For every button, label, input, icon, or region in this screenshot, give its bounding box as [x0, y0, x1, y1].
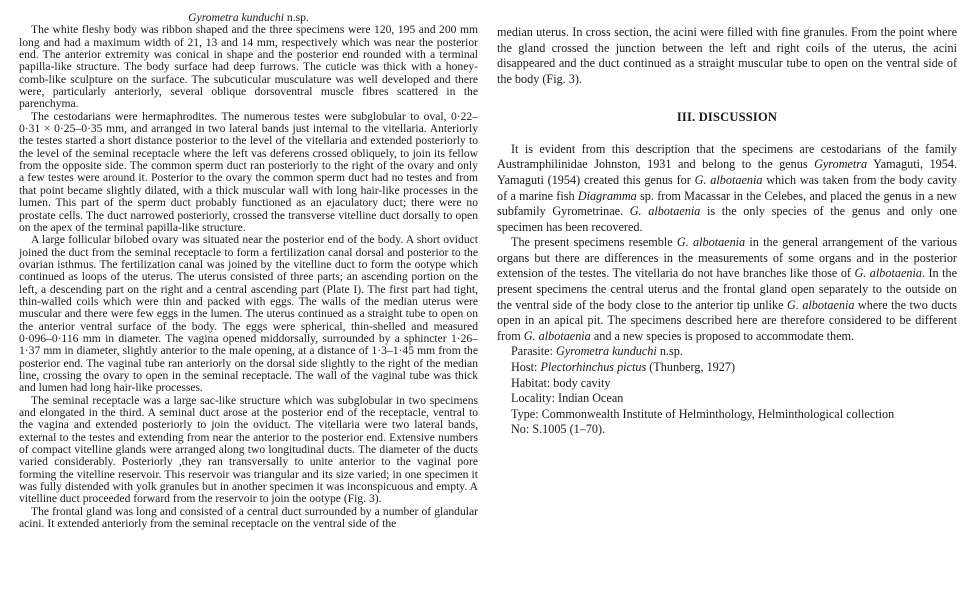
- text-run: which was taken from the body cavity of a marine fish: [497, 172, 957, 203]
- text-run: Yamaguti, 1954. Yamaguti (1954) created this genus for: [497, 157, 957, 187]
- parasite-value: Gyrometra kunduchi: [556, 344, 657, 359]
- description-paragraph-receptacle: The seminal receptacle was a large sac-like structure which was subglobular in two specimens and elongated in the third. A seminal duct arose at the posterior end of the receptacle, ventral to the vagina and extended posteriorly to join the oviduct. The vitellaria were two lateral bands, external to the testes and extending from near the anterior to the posterior end. Extensive numbers of compact vitelline glands were arranged along two longitudinal ducts. The diameter of the ducts varied considerably. Posteriorly ,they ran transversally to unite anterior to the vaginal pore forming the vitelline reservoir. This reservoir was triangular and its size varied; in one specimen it was fully distended with yolk granules but in another specimen it was inconspicuous and empty. A vitelline duct proceeded forward from the reservoir to join the ootype (Fig. 3).: [19, 393, 478, 506]
- taxonomy-locality: Locality: Indian Ocean: [511, 391, 624, 406]
- description-paragraph-ovary: A large follicular bilobed ovary was situated near the posterior end of the body. A short oviduct joined the duct from the seminal receptacle to form a fertilization canal dorsal and posterior to the ovarian isthmus. The fertilization canal was joined by the vitelline duct to form the ootype which continued as loops of the uterus. The uterus consisted of three parts; an ascending portion on the left, a descending part on the right and a central ascending part (Plate I). The first part had tight, thin-walled coils which were thin and packed with eggs. The walls of the median uterus were muscular and there were few eggs in the lumen. The uterus continued as a straight tube to open on the anterior ventral surface of the body. The eggs were spherical, thin-shelled and measured 0·096–0·116 mm in diameter. The vagina opened middorsally, surrounded by a sphincter 1·26–1·37 mm in diameter, slightly anterior to the male opening, at a distance of 1·3–1·45 mm from the posterior end. The vaginal tube ran anteriorly on the dorsal side slightly to the right of the median line, crossing the ovary to open in the seminal receptacle. The wall of the vaginal tube was thick and lumen had long hair-like processes.: [19, 233, 478, 395]
- parasite-label: Parasite:: [511, 344, 557, 359]
- species-suffix: n.sp.: [284, 11, 309, 24]
- text-run: and a new species is proposed to accommodate them.: [590, 328, 855, 343]
- taxonomy-type-number: No: S.1005 (1–70).: [511, 422, 606, 437]
- host-suffix: (Thunberg, 1927): [646, 360, 735, 375]
- taxonomy-type: Type: Commonwealth Institute of Helminthology, Helminthological collection: [511, 406, 895, 421]
- italic-genus: Gyrometra: [814, 157, 868, 172]
- section-heading-discussion: III. DISCUSSION: [676, 110, 778, 125]
- italic-species: G. albotaenia: [694, 172, 763, 187]
- text-run: in the general arrangement of the various organs but there are differences in the measurements of some organs and in the posterior extension of the testes. The vitellaria do not have branches like those of: [497, 235, 957, 281]
- text-run: . In the present specimens the central uterus and the frontal gland open separately to the outside on the ventral side of the body close to the anterior tip unlike: [497, 266, 957, 312]
- taxonomy-host: [497, 360, 957, 376]
- italic-species: G. albotaenia: [787, 297, 855, 312]
- italic-species: G. albotaenia: [854, 266, 922, 281]
- species-name: Gyrometra kunduchi: [188, 11, 285, 24]
- italic-species: G. albotaenia: [523, 328, 591, 343]
- description-paragraph-body: The white fleshy body was ribbon shaped and the three specimens were 120, 195 and 200 mm long and had a maximum width of 21, 13 and 14 mm, respectively which was near the posterior end. The anterior extremity was conical in shape and the posterior end rounded with a terminal papilla-like structure. The body surface had deep furrows. The cuticle was thick with a honey-comb-like sculpture on the surface. The subcuticular musculature was well developed and there were, particularly anteriorly, several oblique dorsoventral muscle fibres scattered in the parenchyma.: [19, 23, 478, 111]
- right-column: [497, 25, 957, 438]
- italic-species: G. albotaenia: [676, 235, 746, 250]
- continuation-paragraph: median uterus. In cross section, the acini were filled with fine granules. From the point where the gland crossed the junction between the left and right coils of the uterus, the acini disappeared and the duct continued as a straight muscular tube to open on the ventral side of the body (Fig. 3).: [497, 25, 957, 86]
- text-run: The present specimens resemble: [511, 235, 677, 250]
- taxonomy-habitat: Habitat: body cavity: [511, 375, 611, 390]
- italic-genus: Diagramma: [577, 188, 637, 203]
- taxonomy-parasite: [497, 344, 957, 360]
- parasite-suffix: n.sp.: [656, 344, 683, 359]
- italic-species: G. albotaenia: [629, 204, 701, 219]
- description-paragraph-frontal-gland: The frontal gland was long and consisted of a central duct surrounded by a number of glandular acini. It extended anteriorly from the seminal receptacle on the ventral side of the: [19, 504, 478, 531]
- text-run: is the only species of the genus and only one specimen has been recovered.: [497, 204, 957, 234]
- discussion-paragraph-2: [497, 235, 957, 344]
- description-paragraph-testes: The cestodarians were hermaphrodites. The numerous testes were subglobular to oval, 0·22–0·31 × 0·25–0·35 mm, and arranged in two lateral bands just internal to the vitellaria. Anteriorly the testes started a short distance posterior to the level of the vitellaria and extended posteriorly to the level of the seminal receptacle where the left vas deferens crossed obliquely, to join its fellow from the opposite side. The common sperm duct ran posteriorly to the right of the ovary and only a few testes were around it. Posterior to the ovary the common sperm duct had no testes and from that point became slightly dilated, with a thick muscular wall with long hair-like processes in the lumen. This part of the sperm duct probably functioned as an ejaculatory duct; there were no prostate cells. The duct narrowed posteriorly, crossed the transverse vitelline duct dorsally to open on the apex of the terminal papilla-like structure.: [19, 109, 478, 234]
- host-value: Plectorhinchus pictus: [540, 360, 647, 375]
- left-column: [19, 12, 478, 530]
- text-run: where the two ducts open in an apical pit. The specimens described here are therefore considered to be different from: [497, 297, 958, 343]
- text-run: sp. from Macassar in the Celebes, and placed the genus in a new subfamily Gyrometrinae.: [497, 188, 957, 219]
- discussion-paragraph-1: [497, 142, 957, 236]
- text-run: It is evident from this description that the specimens are cestodarians of the family Austramphilinidae Johnston, 1931 and belong to the genus: [497, 141, 957, 172]
- host-label: Host:: [511, 360, 541, 375]
